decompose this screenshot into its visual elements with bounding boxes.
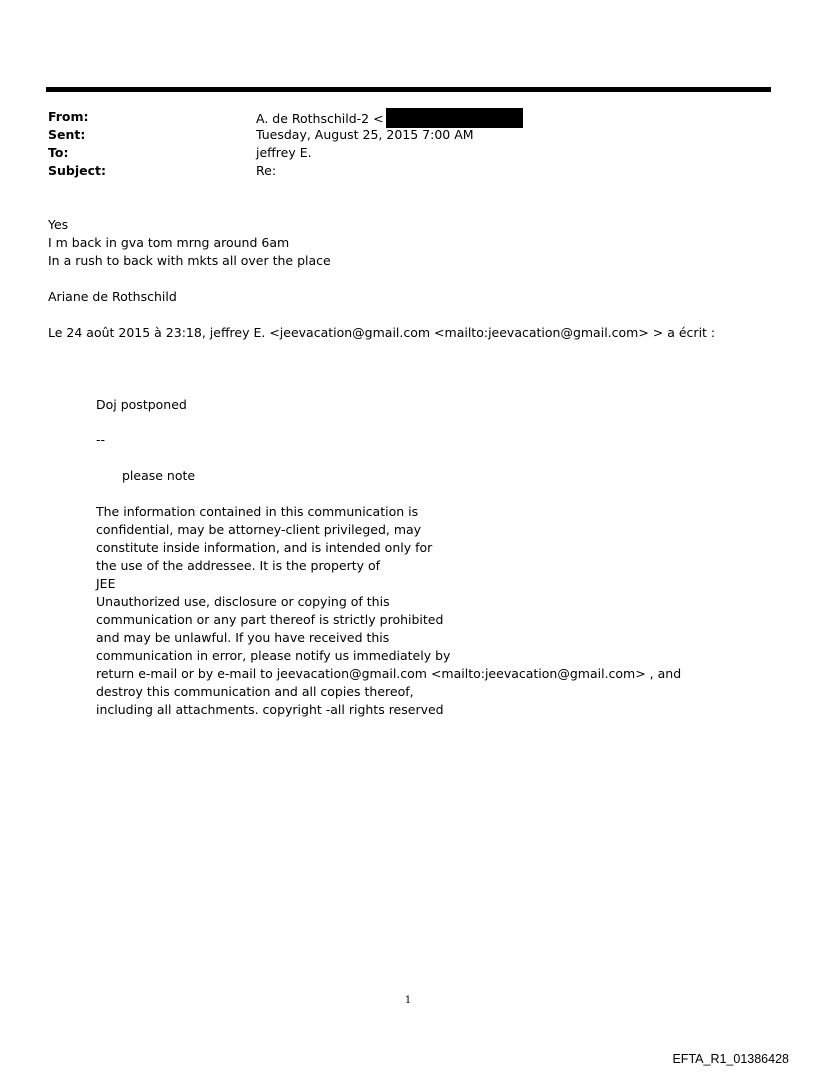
signature-separator: -- (96, 432, 106, 447)
sent-value: Tuesday, August 25, 2015 7:00 AM (256, 127, 474, 142)
disclaimer-line: including all attachments. copyright -all rights reserved (96, 702, 444, 717)
from-label: From: (48, 109, 89, 124)
disclaimer-line: the use of the addressee. It is the property of (96, 558, 381, 573)
disclaimer-line: The information contained in this communication is (96, 504, 419, 519)
disclaimer-line: constitute inside information, and is intended only for (96, 540, 433, 555)
disclaimer-line: JEE (96, 576, 116, 591)
signature: Ariane de Rothschild (48, 289, 177, 304)
disclaimer-line: and may be unlawful. If you have received this (96, 630, 390, 645)
subject-value: Re: (256, 163, 277, 178)
sent-label: Sent: (48, 127, 86, 142)
redaction-block (386, 108, 523, 128)
to-label: To: (48, 145, 69, 160)
disclaimer-line: Unauthorized use, disclosure or copying of this (96, 594, 390, 609)
from-value (256, 108, 523, 128)
reply-line: I m back in gva tom mrng around 6am (48, 235, 290, 250)
document-id: EFTA_R1_01386428 (672, 1052, 789, 1066)
subject-label: Subject: (48, 163, 106, 178)
quote-header: Le 24 août 2015 à 23:18, jeffrey E. <jeevacation@gmail.com <mailto:jeevacation@gmail.com> > a écrit : (48, 325, 716, 340)
from-name: A. de Rothschild-2 < (256, 111, 384, 126)
disclaimer-line: destroy this communication and all copies thereof, (96, 684, 414, 699)
reply-line: In a rush to back with mkts all over the place (48, 253, 331, 268)
disclaimer-line: communication or any part thereof is strictly prohibited (96, 612, 444, 627)
header-rule (46, 87, 771, 92)
page-number: 1 (404, 995, 412, 1006)
disclaimer-line: return e-mail or by e-mail to jeevacation@gmail.com <mailto:jeevacation@gmail.com> , and (96, 666, 682, 681)
to-value: jeffrey E. (256, 145, 312, 160)
disclaimer-line: confidential, may be attorney-client privileged, may (96, 522, 422, 537)
disclaimer-line: communication in error, please notify us immediately by (96, 648, 451, 663)
reply-line: Yes (48, 217, 69, 232)
please-note: please note (122, 468, 196, 483)
quoted-message: Doj postponed (96, 397, 187, 412)
